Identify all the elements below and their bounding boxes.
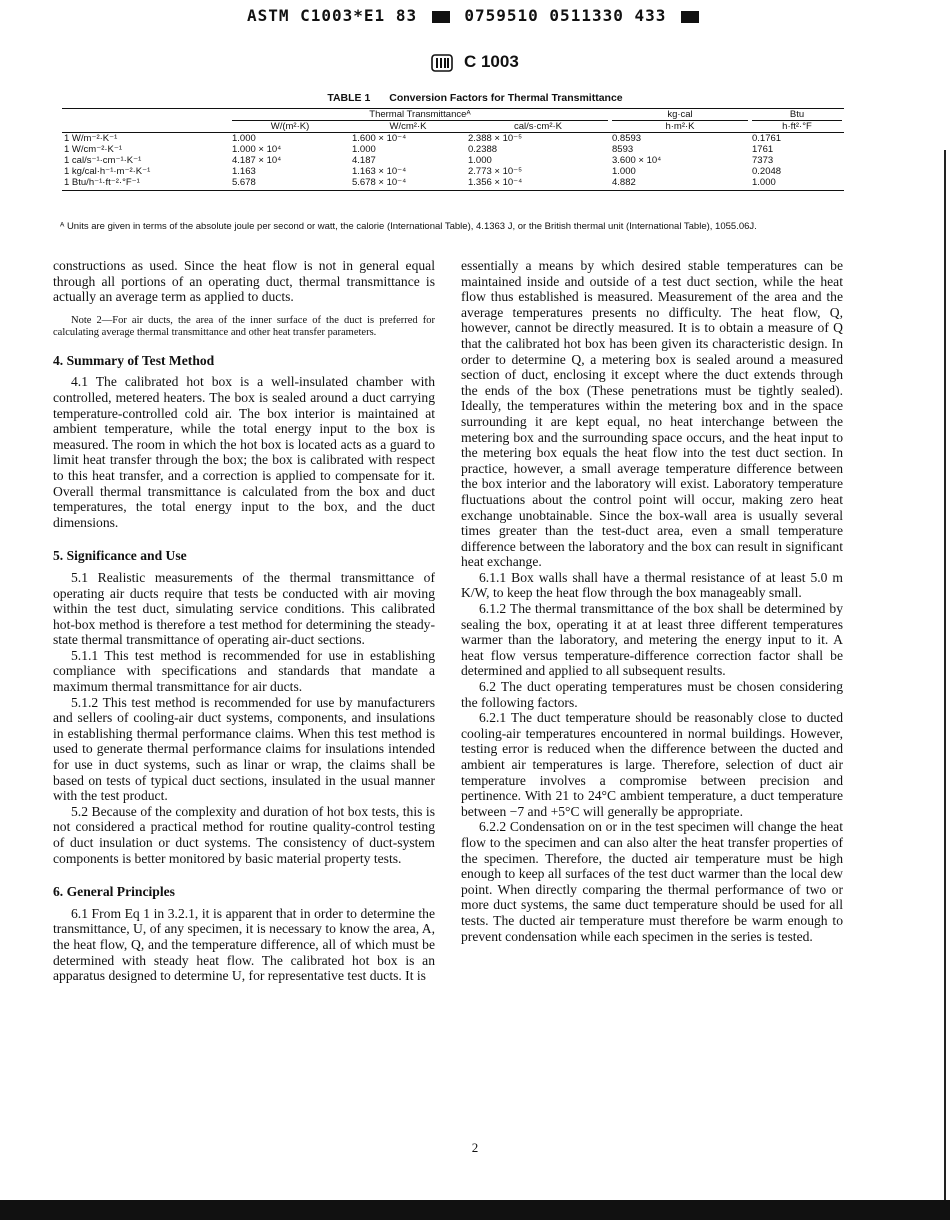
left-column <box>53 258 435 984</box>
group-header-thermal: Thermal Transmittanceᴬ <box>232 109 608 121</box>
astm-logo-icon <box>431 53 453 73</box>
section-heading-4: 4. Summary of Test Method <box>53 352 215 368</box>
table-cell: 4.187 <box>352 155 376 166</box>
group-header-btu: Btu <box>752 109 842 121</box>
scan-bottom-bar <box>0 1200 950 1220</box>
row-label: 1 W/m⁻²·K⁻¹ <box>64 133 118 144</box>
table-cell: 2.388 × 10⁻⁵ <box>468 133 523 144</box>
table-cell: 1.163 <box>232 166 256 177</box>
header-code-line <box>0 6 950 25</box>
table-cell: 4.882 <box>610 177 750 191</box>
header-block-mark <box>432 11 450 23</box>
table-cell: 8593 <box>612 144 634 155</box>
table-cell: 1.163 × 10⁻⁴ <box>352 166 407 177</box>
table-cell: 1.000 <box>468 155 492 166</box>
scan-edge-line <box>944 150 946 1200</box>
designation: C 1003 <box>463 52 519 71</box>
table-cell: 1.000 <box>352 144 376 155</box>
group-header-kgcal: kg·cal <box>612 109 748 121</box>
col-header: h·m²·K <box>610 121 750 133</box>
table-footnote: ᴬ Units are given in terms of the absolute joule per second or watt, the calorie (International Table), 4.1363 J, or the British thermal unit (International Table), 1055.06J. <box>60 221 757 232</box>
table-cell: 1.000 × 10⁴ <box>232 144 282 155</box>
col-header: h·ft²·°F <box>750 121 844 133</box>
row-label: 1 kg/cal·h⁻¹·m⁻²·K⁻¹ <box>64 166 151 177</box>
note-2: Note 2—For air ducts, the area of the inner surface of the duct is preferred for calculating average thermal transmittance and other heat transfer parameters. <box>53 314 435 338</box>
paragraph: 6.1.2 The thermal transmittance of the box shall be determined by sealing the box, operating it at at least three different temperatures warmer than the laboratory, and metering the energy input to it. A heat flow versus temperature-difference correction factor shall be determined and applied to all subsequent results. <box>461 601 843 679</box>
table-cell: 1.600 × 10⁻⁴ <box>352 133 407 144</box>
col-header: W/cm²·K <box>350 121 466 133</box>
paragraph: 6.1.1 Box walls shall have a thermal resistance of at least 5.0 m K/W, to keep the heat flow through the box manageably small. <box>461 569 843 601</box>
paragraph: 5.1.2 This test method is recommended for use by manufacturers and sellers of cooling-air duct systems, components, and insulations in establishing thermal performance claims. When this test method is used to generate thermal performance claims for insulations intended for use in duct systems, such as linar or wrap, the claims shall be based on tests of typical duct sections, insulated in the usual manner with the test product. <box>53 694 435 804</box>
header-code-numbers: 0759510 0511330 433 <box>464 6 667 25</box>
section-heading-5: 5. Significance and Use <box>53 548 187 564</box>
table-cell: 0.8593 <box>612 133 642 144</box>
table-cell: 0.2048 <box>752 166 782 177</box>
paragraph: 6.2.1 The duct temperature should be reasonably close to ducted cooling-air temperatures encountered in normal buildings. However, testing error is reduced when the difference between the ducted and ambient air temperatures is large. Therefore, selection of duct air temperature involves a compromise between precision and pertinence. With 21 to 24°C ambient temperature, a duct temperature between −7 and +5°C will generally be appropriate. <box>461 710 843 819</box>
table-cell: 1.000 <box>750 177 844 191</box>
row-label: 1 W/cm⁻²·K⁻¹ <box>64 144 123 155</box>
table-cell: 2.773 × 10⁻⁵ <box>468 166 523 177</box>
paragraph: constructions as used. Since the heat flow is not in general equal through all portions of an operating duct, thermal transmittance is actually an average term as applied to ducts. <box>53 258 435 305</box>
header-block-mark <box>681 11 699 23</box>
table-row <box>62 133 844 145</box>
paragraph: 6.2 The duct operating temperatures must be chosen considering the following factors. <box>461 679 843 710</box>
paragraph: 5.1 Realistic measurements of the thermal transmittance of operating air ducts require that tests be conducted with air moving within the test duct, simulating service conditions. This calibrated hot-box method is therefore a test method for determining the steady-state thermal transmittance of operating air-duct sections. <box>53 569 435 648</box>
table-cell: 0.1761 <box>752 133 782 144</box>
paragraph: 6.1 From Eq 1 in 3.2.1, it is apparent that in order to determine the transmittance, U, of any specimen, it is necessary to know the area, A, the heat flow, Q, and the temperature difference, all of which must be determined with steady heat flow. The calibrated hot box is an apparatus designed to determine U, for representative test ducts. It is <box>53 905 435 984</box>
table-row <box>62 166 844 177</box>
table-caption: Conversion Factors for Thermal Transmittance <box>389 92 623 104</box>
conversion-table <box>62 108 844 191</box>
paragraph: essentially a means by which desired stable temperatures can be maintained inside and outside of a test duct section, while the heat flow thus established is measured. Measurement of the area and the average temperatures presents no difficulty. The heat flow, Q, however, cannot be directly measured. It is to obtain a measure of Q that the calibrated hot box has been given its characteristic design. In order to determine Q, a metering box is sealed around a measured section of duct, enclosing it except where the duct extends through the ends of the box (These penetrations must be tightly sealed). Ideally, the temperatures within the metering box and in the space surrounding it are kept equal, no heat interchange between the metering box and the surrounding space occurs, and the heat input to the metering box equals the heat flow into the test duct section. In practice, however, a small average temperature difference between the box interior and the laboratory will exist. Laboratory temperature fluctuations about the control point will occur, making zero heat exchange unobtainable. Since the box-wall area is usually several times greater than the test-duct area, even a small temperature difference between the laboratory and the box can result in significant heat exchange. <box>461 258 843 570</box>
header-code-text: ASTM C1003*E1 83 <box>246 6 418 25</box>
table-row <box>62 155 844 166</box>
col-header: cal/s·cm²·K <box>466 121 610 133</box>
col-header: W/(m²·K) <box>230 121 350 133</box>
table-row <box>62 177 844 191</box>
paragraph: 5.1.1 This test method is recommended for use in establishing compliance with specifications and standards that mandate a maximum thermal transmittance for air ducts. <box>53 647 435 695</box>
table-cell: 0.2388 <box>468 144 498 155</box>
paragraph: 5.2 Because of the complexity and duration of hot box tests, this is not considered a practical method for routine quality-control testing of duct insulation or duct systems. The consistency of duct-system components is better monitored by basic material property tests. <box>53 803 435 866</box>
table-cell: 5.678 × 10⁻⁴ <box>350 177 466 191</box>
table-cell: 1.000 <box>232 133 256 144</box>
table-label: TABLE 1 <box>327 92 371 104</box>
right-column <box>461 258 843 944</box>
page-number: 2 <box>471 1140 479 1155</box>
table-cell: 1761 <box>752 144 774 155</box>
table-cell: 3.600 × 10⁴ <box>612 155 662 166</box>
table-row <box>62 144 844 155</box>
table-cell: 7373 <box>752 155 774 166</box>
row-label: 1 cal/s⁻¹·cm⁻¹·K⁻¹ <box>64 155 142 166</box>
paragraph: 4.1 The calibrated hot box is a well-insulated chamber with controlled, metered heaters. The box is sealed around a duct carrying temperature-controlled cold air. The box interior is maintained at ambient temperature, while the total energy input to the box is measured. The room in which the hot box is located acts as a guard to limit heat transfer through the box; the box is calibrated with respect to this heat transfer, and a correction is applied to compensate for it. Overall thermal transmittance is calculated from the box and duct temperatures, the total energy input to the box, and the duct dimensions. <box>53 374 435 530</box>
paragraph: 6.2.2 Condensation on or in the test specimen will change the heat flow to the specimen and can also alter the heat transfer properties of the specimen. Therefore, the ducted air temperature must be high enough to keep all surfaces of the test duct warmer than the local dew point. When directly comparing the thermal performance of two or more duct systems, the same duct temperature should be used for all tests. The ducted air temperature must therefore be warm enough to prevent condensation while each specimen in the series is tested. <box>461 819 843 944</box>
table-cell: 4.187 × 10⁴ <box>232 155 282 166</box>
table-cell: 1.000 <box>612 166 636 177</box>
table-cell: 5.678 <box>230 177 350 191</box>
designation-line <box>0 52 950 73</box>
table-title <box>0 92 950 104</box>
section-heading-6: 6. General Principles <box>53 884 175 900</box>
row-label: 1 Btu/h⁻¹·ft⁻²·°F⁻¹ <box>62 177 230 191</box>
table-cell: 1.356 × 10⁻⁴ <box>466 177 610 191</box>
